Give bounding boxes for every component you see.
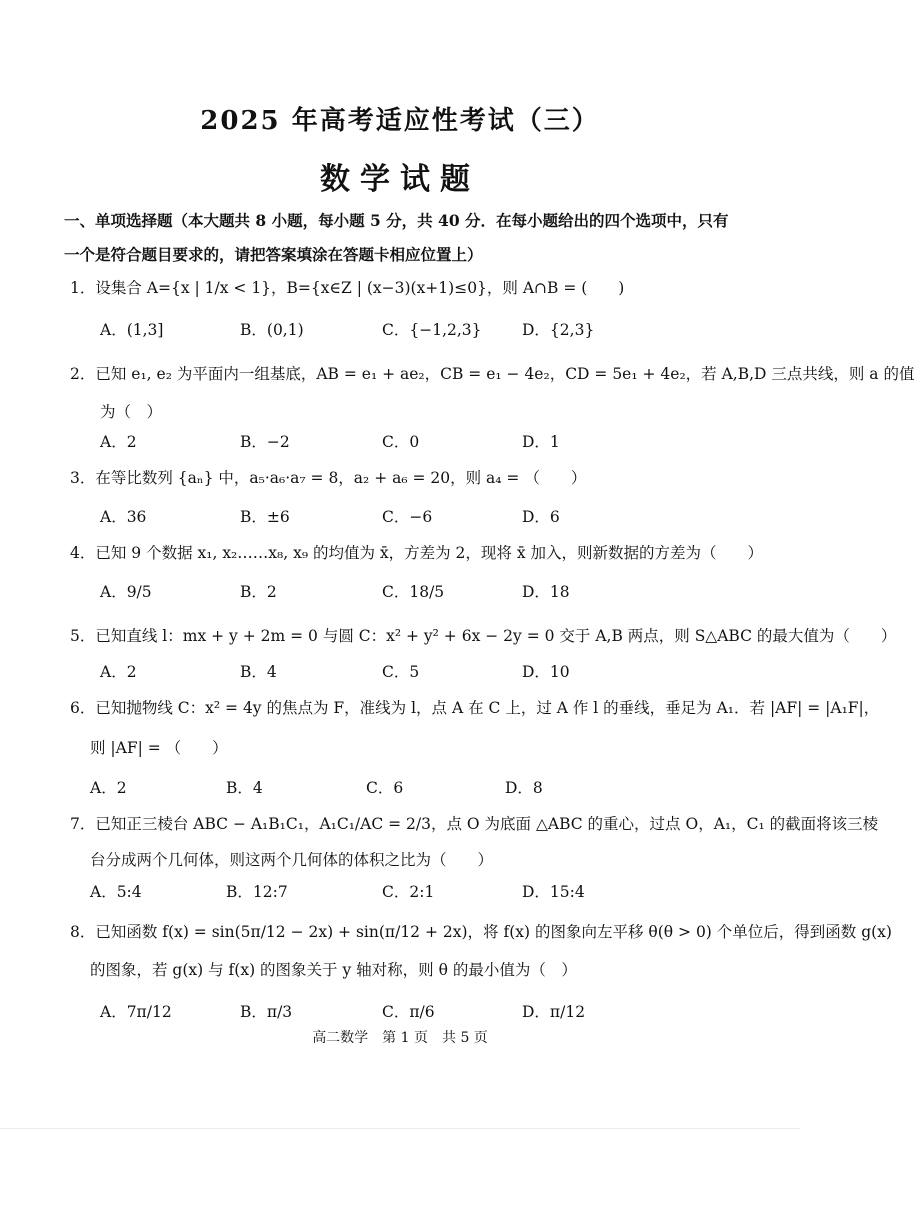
q1-option-c: C．{−1,2,3} xyxy=(382,321,482,339)
q8-option-b: B．π/3 xyxy=(240,1003,293,1021)
q8-option-c: C．π/6 xyxy=(382,1003,435,1021)
exam-subject: 数学试题 xyxy=(320,162,480,197)
q6-option-c: C．6 xyxy=(366,779,404,797)
question-8-text-cont: 的图象，若 g(x) 与 f(x) 的图象关于 y 轴对称，则 θ 的最小值为（ ） xyxy=(90,961,577,979)
q4-option-b: B．2 xyxy=(240,583,277,601)
question-5-text: 5．已知直线 l：mx + y + 2m = 0 与圆 C：x² + y² + 6x − 2y = 0 交于 A,B 两点，则 S△ABC 的最大值为（ ） xyxy=(70,627,897,645)
question-3-text: 3．在等比数列 {aₙ} 中，a₅·a₆·a₇ = 8，a₂ + a₆ = 20，则 a₄ = （ ） xyxy=(70,469,587,487)
question-8-text: 8．已知函数 f(x) = sin(5π/12 − 2x) + sin(π/12 + 2x)，将 f(x) 的图象向左平移 θ(θ > 0) 个单位后，得到函数 g(x) xyxy=(70,923,892,941)
q1-option-a: A．(1,3] xyxy=(100,321,164,339)
q5-option-b: B．4 xyxy=(240,663,277,681)
q6-option-a: A．2 xyxy=(90,779,127,797)
question-6-text-cont: 则 |AF| = （ ） xyxy=(90,739,228,757)
q2-option-c: C．0 xyxy=(382,433,420,451)
q2-option-d: D．1 xyxy=(522,433,560,451)
section-heading: 一、单项选择题（本大题共 8 小题，每小题 5 分，共 40 分．在每小题给出的四个选项中，只有一个是符合题目要求的，请把答案填涂在答题卡相应位置上） xyxy=(64,211,729,264)
q3-option-a: A．36 xyxy=(100,508,147,526)
q2-option-a: A．2 xyxy=(100,433,137,451)
q1-option-d: D．{2,3} xyxy=(522,321,595,339)
q5-option-d: D．10 xyxy=(522,663,570,681)
q1-option-b: B．(0,1) xyxy=(240,321,304,339)
question-7-text-cont: 台分成两个几何体，则这两个几何体的体积之比为（ ） xyxy=(90,851,494,869)
q6-option-b: B．4 xyxy=(226,779,263,797)
q5-option-a: A．2 xyxy=(100,663,137,681)
question-2-text-cont: 为（ ） xyxy=(100,403,163,421)
q8-option-a: A．7π/12 xyxy=(100,1003,172,1021)
q4-option-c: C．18/5 xyxy=(382,583,445,601)
q6-option-d: D．8 xyxy=(505,779,543,797)
q7-option-d: D．15:4 xyxy=(522,883,585,901)
page-footer: 高二数学 第 1 页 共 5 页 xyxy=(312,1030,488,1046)
q5-option-c: C．5 xyxy=(382,663,420,681)
q3-option-b: B．±6 xyxy=(240,508,290,526)
page-divider xyxy=(0,1128,800,1129)
question-1-text: 1．设集合 A={x | 1/x < 1}，B={x∈Z | (x−3)(x+1)≤0}，则 A∩B = ( ) xyxy=(70,279,625,297)
q3-option-c: C．−6 xyxy=(382,508,433,526)
q8-option-d: D．π/12 xyxy=(522,1003,586,1021)
q7-option-c: C．2:1 xyxy=(382,883,435,901)
q2-option-b: B．−2 xyxy=(240,433,290,451)
q4-option-a: A．9/5 xyxy=(100,583,152,601)
question-4-text: 4．已知 9 个数据 x₁, x₂……x₈, x₉ 的均值为 x̄，方差为 2，现将 x̄ 加入，则新数据的方差为（ ） xyxy=(70,544,764,562)
question-7-text: 7．已知正三棱台 ABC − A₁B₁C₁，A₁C₁/AC = 2/3，点 O 为底面 △ABC 的重心，过点 O，A₁，C₁ 的截面将该三棱 xyxy=(70,815,879,833)
q7-option-a: A．5:4 xyxy=(90,883,142,901)
q3-option-d: D．6 xyxy=(522,508,560,526)
question-2-text: 2．已知 e₁, e₂ 为平面内一组基底，AB = e₁ + ae₂，CB = e₁ − 4e₂，CD = 5e₁ + 4e₂，若 A,B,D 三点共线，则 a 的值 xyxy=(70,365,914,383)
q4-option-d: D．18 xyxy=(522,583,570,601)
question-6-text: 6．已知抛物线 C：x² = 4y 的焦点为 F，准线为 l，点 A 在 C 上，过 A 作 l 的垂线，垂足为 A₁．若 |AF| = |A₁F|， xyxy=(70,699,880,717)
q7-option-b: B．12:7 xyxy=(226,883,288,901)
exam-title: 2025 年高考适应性考试（三） xyxy=(200,106,600,136)
